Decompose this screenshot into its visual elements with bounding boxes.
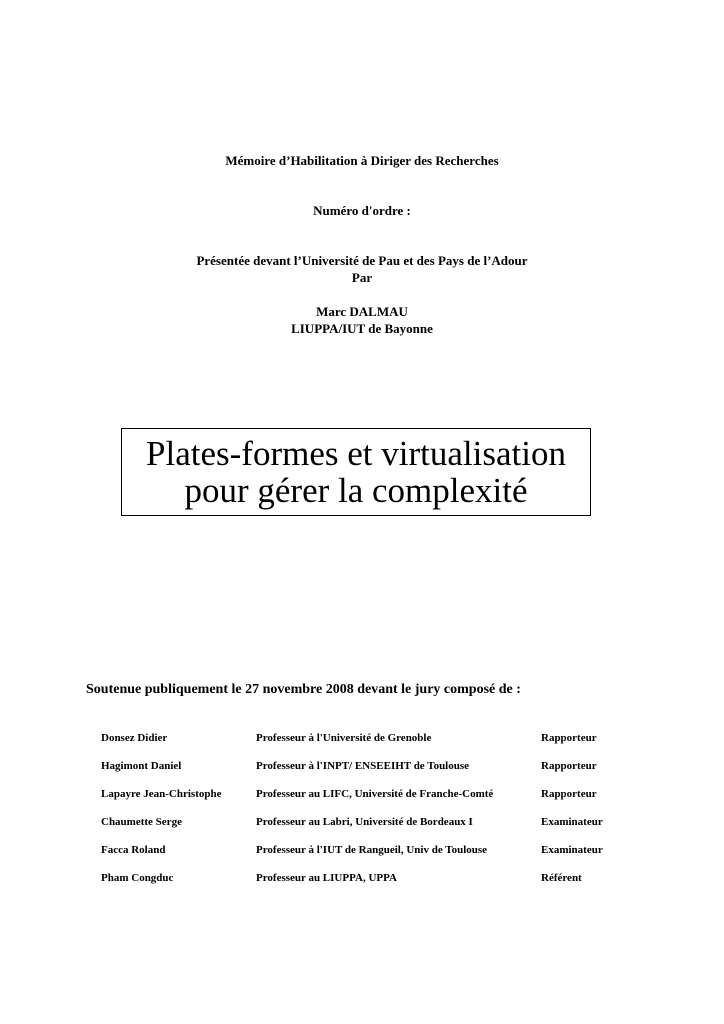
- jury-member-name: Chaumette Serge: [101, 816, 182, 828]
- jury-member-role: Examinateur: [541, 816, 603, 828]
- jury-member-name: Donsez Didier: [101, 732, 168, 744]
- author-name: Marc DALMAU: [316, 304, 408, 319]
- jury-member-name: Facca Roland: [101, 844, 166, 856]
- jury-member-name: Hagimont Daniel: [101, 760, 182, 772]
- jury-row: [0, 842, 724, 858]
- thesis-title-box: [121, 428, 591, 516]
- par-line: Par: [351, 270, 373, 285]
- thesis-title-line-2: pour gérer la complexité: [184, 471, 528, 510]
- presentee-line: Présentée devant l’Université de Pau et des Pays de l’Adour: [196, 253, 528, 268]
- jury-member-name: Pham Congduc: [101, 872, 174, 884]
- jury-member-position: Professeur à l'IUT de Rangueil, Univ de Toulouse: [256, 844, 488, 856]
- jury-row: [0, 730, 724, 746]
- jury-member-role: Examinateur: [541, 844, 603, 856]
- jury-member-position: Professeur à l'Université de Grenoble: [256, 732, 432, 744]
- jury-row: [0, 814, 724, 830]
- jury-member-role: Rapporteur: [541, 760, 597, 772]
- jury-member-position: Professeur à l'INPT/ ENSEEIHT de Toulouse: [256, 760, 470, 772]
- jury-row: [0, 870, 724, 886]
- jury-member-position: Professeur au LIFC, Université de Franche-Comté: [256, 788, 494, 800]
- jury-member-role: Rapporteur: [541, 732, 597, 744]
- defense-statement: Soutenue publiquement le 27 novembre 2008 devant le jury composé de :: [86, 682, 521, 697]
- jury-member-role: Rapporteur: [541, 788, 597, 800]
- jury-row: [0, 786, 724, 802]
- memoire-heading: Mémoire d’Habilitation à Diriger des Recherches: [225, 153, 499, 168]
- jury-member-name: Lapayre Jean-Christophe: [101, 788, 222, 800]
- author-affiliation: LIUPPA/IUT de Bayonne: [291, 321, 433, 336]
- jury-member-position: Professeur au Labri, Université de Bordeaux I: [256, 816, 473, 828]
- numero-ordre: Numéro d'ordre :: [313, 203, 411, 218]
- jury-member-role: Référent: [541, 872, 582, 884]
- jury-member-position: Professeur au LIUPPA, UPPA: [256, 872, 397, 884]
- thesis-title-line-1: Plates-formes et virtualisation: [146, 434, 566, 473]
- jury-row: [0, 758, 724, 774]
